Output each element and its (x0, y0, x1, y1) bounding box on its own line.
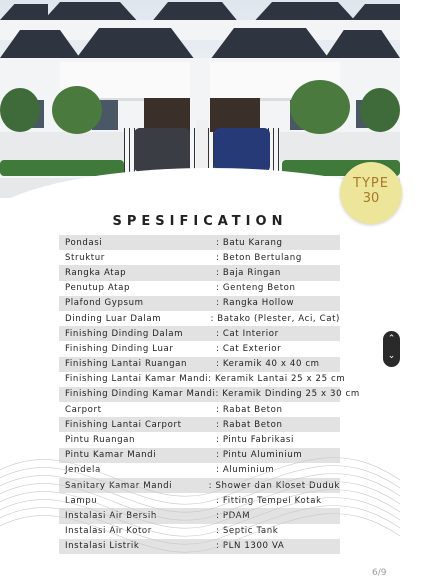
spec-value: : Pintu Fabrikasi (216, 435, 294, 446)
spec-label: Rangka Atap (65, 267, 127, 278)
spec-row (59, 357, 340, 372)
type-badge-label: TYPE (353, 176, 389, 191)
front-fence (0, 132, 125, 162)
spec-label: Penutup Atap (65, 283, 131, 294)
spec-value: : Septic Tank (216, 526, 279, 537)
tree (52, 86, 102, 134)
car-grey (134, 128, 190, 172)
spec-value: : Keramik Lantai 25 x 25 cm (208, 374, 346, 385)
spec-row (59, 296, 340, 311)
spec-label: Jendela (65, 465, 101, 476)
page-title: SPESIFICATION (112, 214, 288, 229)
spec-label: Lampu (65, 495, 98, 506)
tree (0, 88, 40, 132)
spec-label: Instalasi Air Kotor (65, 526, 152, 537)
spec-label: Finishing Dinding Kamar Mandi (65, 389, 216, 400)
spec-label: Pintu Ruangan (65, 435, 136, 446)
spec-value: : Keramik Dinding 25 x 30 cm (215, 389, 360, 400)
spec-label: Instalasi Listrik (65, 541, 140, 552)
spec-value: : Aluminium (216, 465, 275, 476)
type-badge-number: 30 (362, 191, 380, 206)
decorative-wave-lines (0, 430, 400, 580)
spec-value: : Pintu Aluminium (216, 450, 303, 461)
spec-row (59, 402, 340, 417)
spec-row (59, 235, 340, 250)
spec-value: : Rangka Hollow (216, 298, 295, 309)
spec-label: Sanitary Kamar Mandi (65, 480, 173, 491)
spec-value: : Rabat Beton (216, 419, 283, 430)
door-frame (144, 98, 190, 132)
spec-label: Pondasi (65, 237, 103, 248)
spec-row (59, 265, 340, 280)
spec-value: : Beton Bertulang (216, 252, 302, 263)
spec-row (59, 281, 340, 296)
tree (360, 88, 400, 132)
spec-label: Plafond Gypsum (65, 298, 144, 309)
spec-label: Finishing Lantai Carport (65, 419, 182, 430)
tree (290, 80, 350, 134)
spec-value: : Rabat Beton (216, 404, 283, 415)
door-frame (210, 98, 260, 132)
spec-row (59, 250, 340, 265)
chevron-up-icon[interactable]: ⌃ (387, 334, 396, 344)
spec-value: : PDAM (216, 510, 251, 521)
spec-label: Carport (65, 404, 102, 415)
spec-label: Instalasi Air Bersih (65, 510, 157, 521)
spec-value: : Fitting Tempel Kotak (216, 495, 322, 506)
spec-row (59, 326, 340, 341)
spec-label: Struktur (65, 252, 105, 263)
spec-value: : Cat Exterior (216, 343, 282, 354)
spec-value: : Shower dan Kloset Duduk (208, 480, 340, 491)
spec-value: : Cat Interior (216, 328, 279, 339)
spec-value: : Batu Karang (216, 237, 283, 248)
spec-label: Finishing Dinding Luar (65, 343, 174, 354)
spec-label: Dinding Luar Dalam (65, 313, 162, 324)
spec-value: : Batako (Plester, Aci, Cat) (210, 313, 340, 324)
front-fence (280, 132, 400, 162)
spec-row (59, 372, 346, 387)
page-number: 6/9 (372, 568, 387, 578)
car-blue (214, 128, 270, 172)
spec-row (59, 341, 340, 356)
chevron-down-icon[interactable]: ⌄ (387, 351, 396, 361)
spec-label: Pintu Kamar Mandi (65, 450, 157, 461)
spec-row (59, 387, 360, 402)
spec-value: : Baja Ringan (216, 267, 281, 278)
spec-value: : PLN 1300 VA (216, 541, 285, 552)
scroll-control[interactable] (383, 331, 400, 367)
spec-value: : Genteng Beton (216, 283, 296, 294)
spec-row (59, 311, 340, 326)
spec-label: Finishing Dinding Dalam (65, 328, 184, 339)
spec-label: Finishing Lantai Kamar Mandi (65, 374, 209, 385)
spec-label: Finishing Lantai Ruangan (65, 359, 188, 370)
spec-value: : Keramik 40 x 40 cm (216, 359, 320, 370)
